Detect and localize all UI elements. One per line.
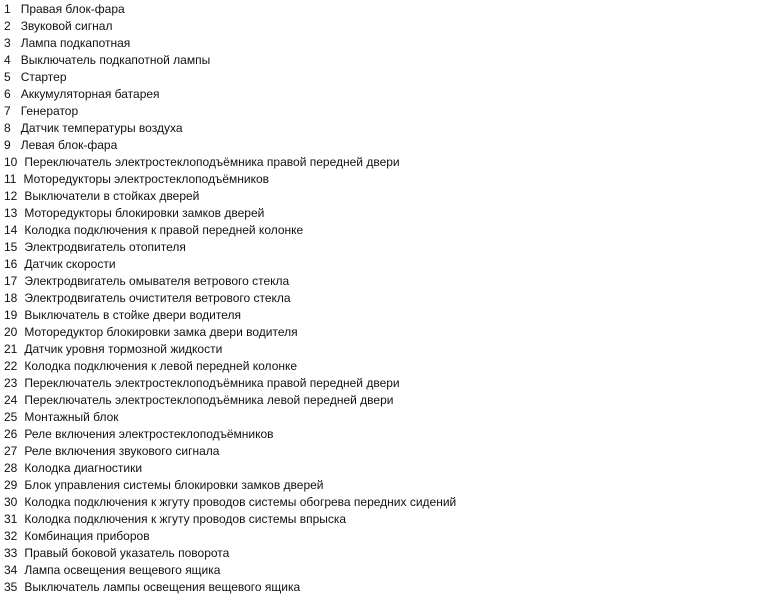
legend-item-number: 12 xyxy=(4,189,18,203)
legend-item-number: 20 xyxy=(4,325,18,339)
legend-item-number: 34 xyxy=(4,563,18,577)
legend-item-number: 25 xyxy=(4,410,18,424)
legend-item-label: Комбинация приборов xyxy=(24,529,150,543)
legend-item-label: Выключатели в стойках дверей xyxy=(24,189,200,203)
legend-item xyxy=(4,137,456,154)
legend-item-label: Электродвигатель омывателя ветрового стекла xyxy=(24,274,290,288)
legend-item xyxy=(4,409,456,426)
legend-item-number: 8 xyxy=(4,121,11,135)
legend-item xyxy=(4,86,456,103)
legend-item xyxy=(4,511,456,528)
legend-item xyxy=(4,273,456,290)
legend-item-number: 29 xyxy=(4,478,18,492)
component-legend-list xyxy=(4,1,456,596)
legend-item-number: 7 xyxy=(4,104,11,118)
legend-item xyxy=(4,426,456,443)
legend-item xyxy=(4,358,456,375)
legend-item-label: Выключатель лампы освещения вещевого ящика xyxy=(24,580,301,594)
legend-item-number: 21 xyxy=(4,342,18,356)
legend-item xyxy=(4,290,456,307)
legend-item xyxy=(4,324,456,341)
legend-item-label: Блок управления системы блокировки замков дверей xyxy=(24,478,324,492)
legend-item xyxy=(4,69,456,86)
legend-item-number: 31 xyxy=(4,512,18,526)
legend-item-number: 13 xyxy=(4,206,18,220)
legend-item-number: 17 xyxy=(4,274,18,288)
legend-item xyxy=(4,52,456,69)
legend-item-label: Выключатель подкапотной лампы xyxy=(20,53,211,67)
legend-item-label: Колодка подключения к жгуту проводов системы обогрева передних сидений xyxy=(24,495,457,509)
legend-item xyxy=(4,477,456,494)
legend-item xyxy=(4,103,456,120)
legend-item xyxy=(4,494,456,511)
legend-item-number: 26 xyxy=(4,427,18,441)
legend-item xyxy=(4,18,456,35)
legend-item-label: Переключатель электростеклоподъёмника правой передней двери xyxy=(24,155,400,169)
legend-item-number: 6 xyxy=(4,87,11,101)
legend-item xyxy=(4,120,456,137)
legend-item-label: Левая блок-фара xyxy=(20,138,118,152)
legend-item-label: Реле включения звукового сигнала xyxy=(24,444,220,458)
legend-item-number: 5 xyxy=(4,70,11,84)
legend-item-number: 30 xyxy=(4,495,18,509)
legend-item xyxy=(4,35,456,52)
legend-item xyxy=(4,392,456,409)
legend-item-label: Лампа подкапотная xyxy=(20,36,131,50)
legend-item-label: Правый боковой указатель поворота xyxy=(24,546,230,560)
legend-item-number: 22 xyxy=(4,359,18,373)
legend-item-label: Правая блок-фара xyxy=(20,2,125,16)
legend-item-number: 1 xyxy=(4,2,11,16)
legend-item-label: Электродвигатель очистителя ветрового стекла xyxy=(24,291,291,305)
legend-item-label: Реле включения электростеклоподъёмников xyxy=(24,427,274,441)
legend-item xyxy=(4,562,456,579)
legend-item xyxy=(4,528,456,545)
legend-item xyxy=(4,307,456,324)
legend-item-number: 28 xyxy=(4,461,18,475)
legend-item xyxy=(4,375,456,392)
legend-item-number: 32 xyxy=(4,529,18,543)
legend-item-label: Генератор xyxy=(20,104,79,118)
legend-item-label: Монтажный блок xyxy=(24,410,119,424)
legend-item xyxy=(4,154,456,171)
legend-item-number: 4 xyxy=(4,53,11,67)
legend-item-label: Выключатель в стойке двери водителя xyxy=(24,308,241,322)
legend-item-number: 24 xyxy=(4,393,18,407)
legend-item-number: 10 xyxy=(4,155,18,169)
legend-item xyxy=(4,579,456,596)
legend-item xyxy=(4,460,456,477)
legend-item-number: 18 xyxy=(4,291,18,305)
legend-item-number: 9 xyxy=(4,138,11,152)
legend-item-label: Переключатель электростеклоподъёмника левой передней двери xyxy=(24,393,394,407)
legend-item-label: Аккумуляторная батарея xyxy=(20,87,160,101)
legend-item-label: Электродвигатель отопителя xyxy=(24,240,186,254)
legend-item xyxy=(4,205,456,222)
legend-item-label: Датчик температуры воздуха xyxy=(20,121,183,135)
legend-item-number: 16 xyxy=(4,257,18,271)
legend-item-label: Моторедукторы электростеклоподъёмников xyxy=(23,172,270,186)
legend-item-number: 23 xyxy=(4,376,18,390)
legend-item-label: Колодка подключения к жгуту проводов системы впрыска xyxy=(24,512,347,526)
legend-item-label: Датчик скорости xyxy=(24,257,116,271)
legend-item-number: 11 xyxy=(4,172,17,186)
legend-item-label: Стартер xyxy=(20,70,67,84)
legend-item-label: Звуковой сигнал xyxy=(20,19,113,33)
legend-item xyxy=(4,443,456,460)
legend-item xyxy=(4,171,456,188)
legend-item xyxy=(4,1,456,18)
legend-item-label: Датчик уровня тормозной жидкости xyxy=(24,342,223,356)
legend-item-label: Переключатель электростеклоподъёмника правой передней двери xyxy=(24,376,400,390)
legend-item-number: 2 xyxy=(4,19,11,33)
legend-item xyxy=(4,256,456,273)
legend-item-label: Колодка подключения к правой передней колонке xyxy=(24,223,304,237)
legend-item-number: 3 xyxy=(4,36,11,50)
legend-item-label: Моторедуктор блокировки замка двери водителя xyxy=(24,325,298,339)
legend-item-number: 19 xyxy=(4,308,18,322)
legend-item-label: Моторедукторы блокировки замков дверей xyxy=(24,206,265,220)
legend-item-label: Колодка подключения к левой передней колонке xyxy=(24,359,298,373)
legend-item-number: 14 xyxy=(4,223,18,237)
legend-item xyxy=(4,545,456,562)
legend-item-number: 35 xyxy=(4,580,18,594)
legend-item-number: 27 xyxy=(4,444,18,458)
legend-item xyxy=(4,188,456,205)
legend-item xyxy=(4,341,456,358)
legend-item xyxy=(4,222,456,239)
legend-item-number: 33 xyxy=(4,546,18,560)
legend-item-label: Колодка диагностики xyxy=(24,461,143,475)
legend-item xyxy=(4,239,456,256)
legend-item-label: Лампа освещения вещевого ящика xyxy=(24,563,221,577)
legend-item-number: 15 xyxy=(4,240,18,254)
